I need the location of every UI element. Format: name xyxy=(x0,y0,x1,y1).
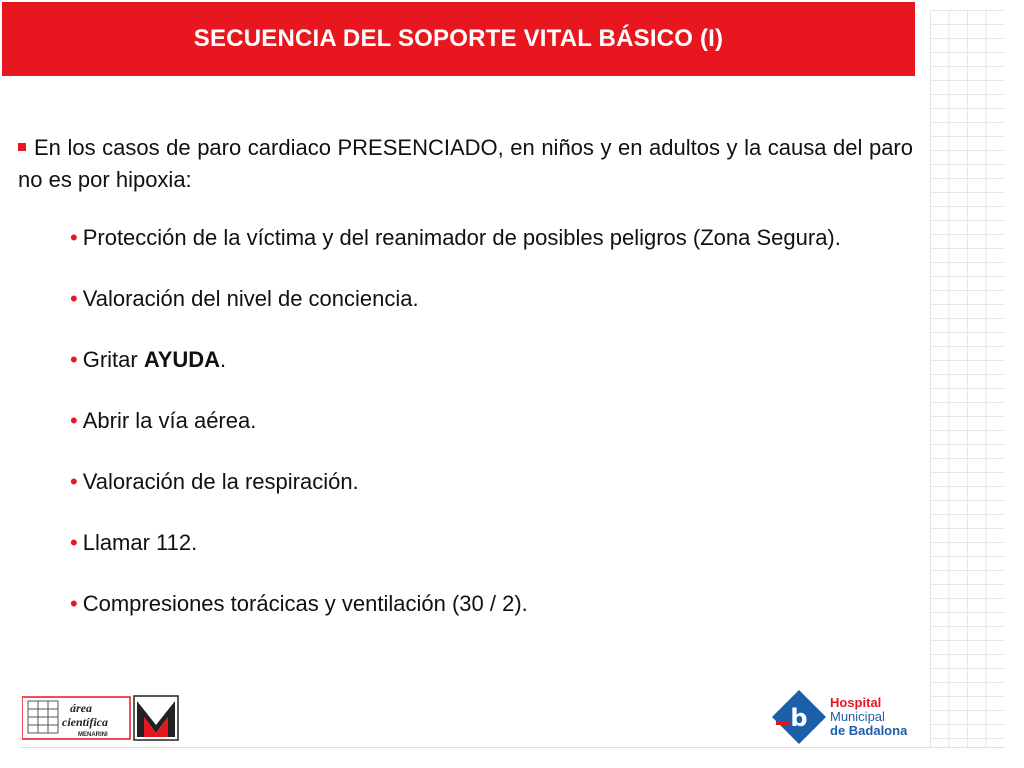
intro-paragraph xyxy=(18,132,913,196)
slide-title: SECUENCIA DEL SOPORTE VITAL BÁSICO (I) xyxy=(193,25,724,52)
bullet-icon: • xyxy=(70,408,78,433)
hospital-badalona-logo xyxy=(770,688,920,746)
list-item: • Valoración de la respiración. xyxy=(70,469,359,494)
area-cientifica-menarini-logo xyxy=(22,695,180,741)
list-item: • Abrir la vía aérea. xyxy=(70,408,257,433)
list-item: • Llamar 112. xyxy=(70,530,198,555)
hospital-b-icon xyxy=(770,688,828,746)
svg-text:MENARINI: MENARINI xyxy=(78,732,108,738)
hospital-name: Hospital Municipal de Badalona xyxy=(830,695,908,738)
bullet-icon: • xyxy=(70,591,78,616)
title-bar xyxy=(2,2,915,76)
bullet-icon: • xyxy=(70,469,78,494)
bullet-icon: • xyxy=(70,347,78,372)
list-item: • Valoración del nivel de conciencia. xyxy=(70,286,419,311)
background-grid xyxy=(930,10,1004,748)
list-item: • Gritar AYUDA. xyxy=(70,347,227,372)
svg-text:científica: científica xyxy=(62,715,108,729)
svg-text:b: b xyxy=(790,704,808,732)
list-item: • Compresiones torácicas y ventilación (30 / 2). xyxy=(70,591,528,616)
square-bullet-icon xyxy=(18,143,26,151)
bullet-icon: • xyxy=(70,286,78,311)
svg-text:área: área xyxy=(70,701,92,715)
list-item: • Protección de la víctima y del reanimador de posibles peligros (Zona Segura). xyxy=(70,225,841,250)
steps-list xyxy=(18,222,913,620)
footer-divider xyxy=(20,747,1005,748)
bullet-icon: • xyxy=(70,530,78,555)
bullet-icon: • xyxy=(70,225,78,250)
intro-text: En los casos de paro cardiaco PRESENCIADO, en niños y en adultos y la causa del paro no es por hipoxia: xyxy=(18,135,913,192)
slide-content xyxy=(18,132,913,620)
